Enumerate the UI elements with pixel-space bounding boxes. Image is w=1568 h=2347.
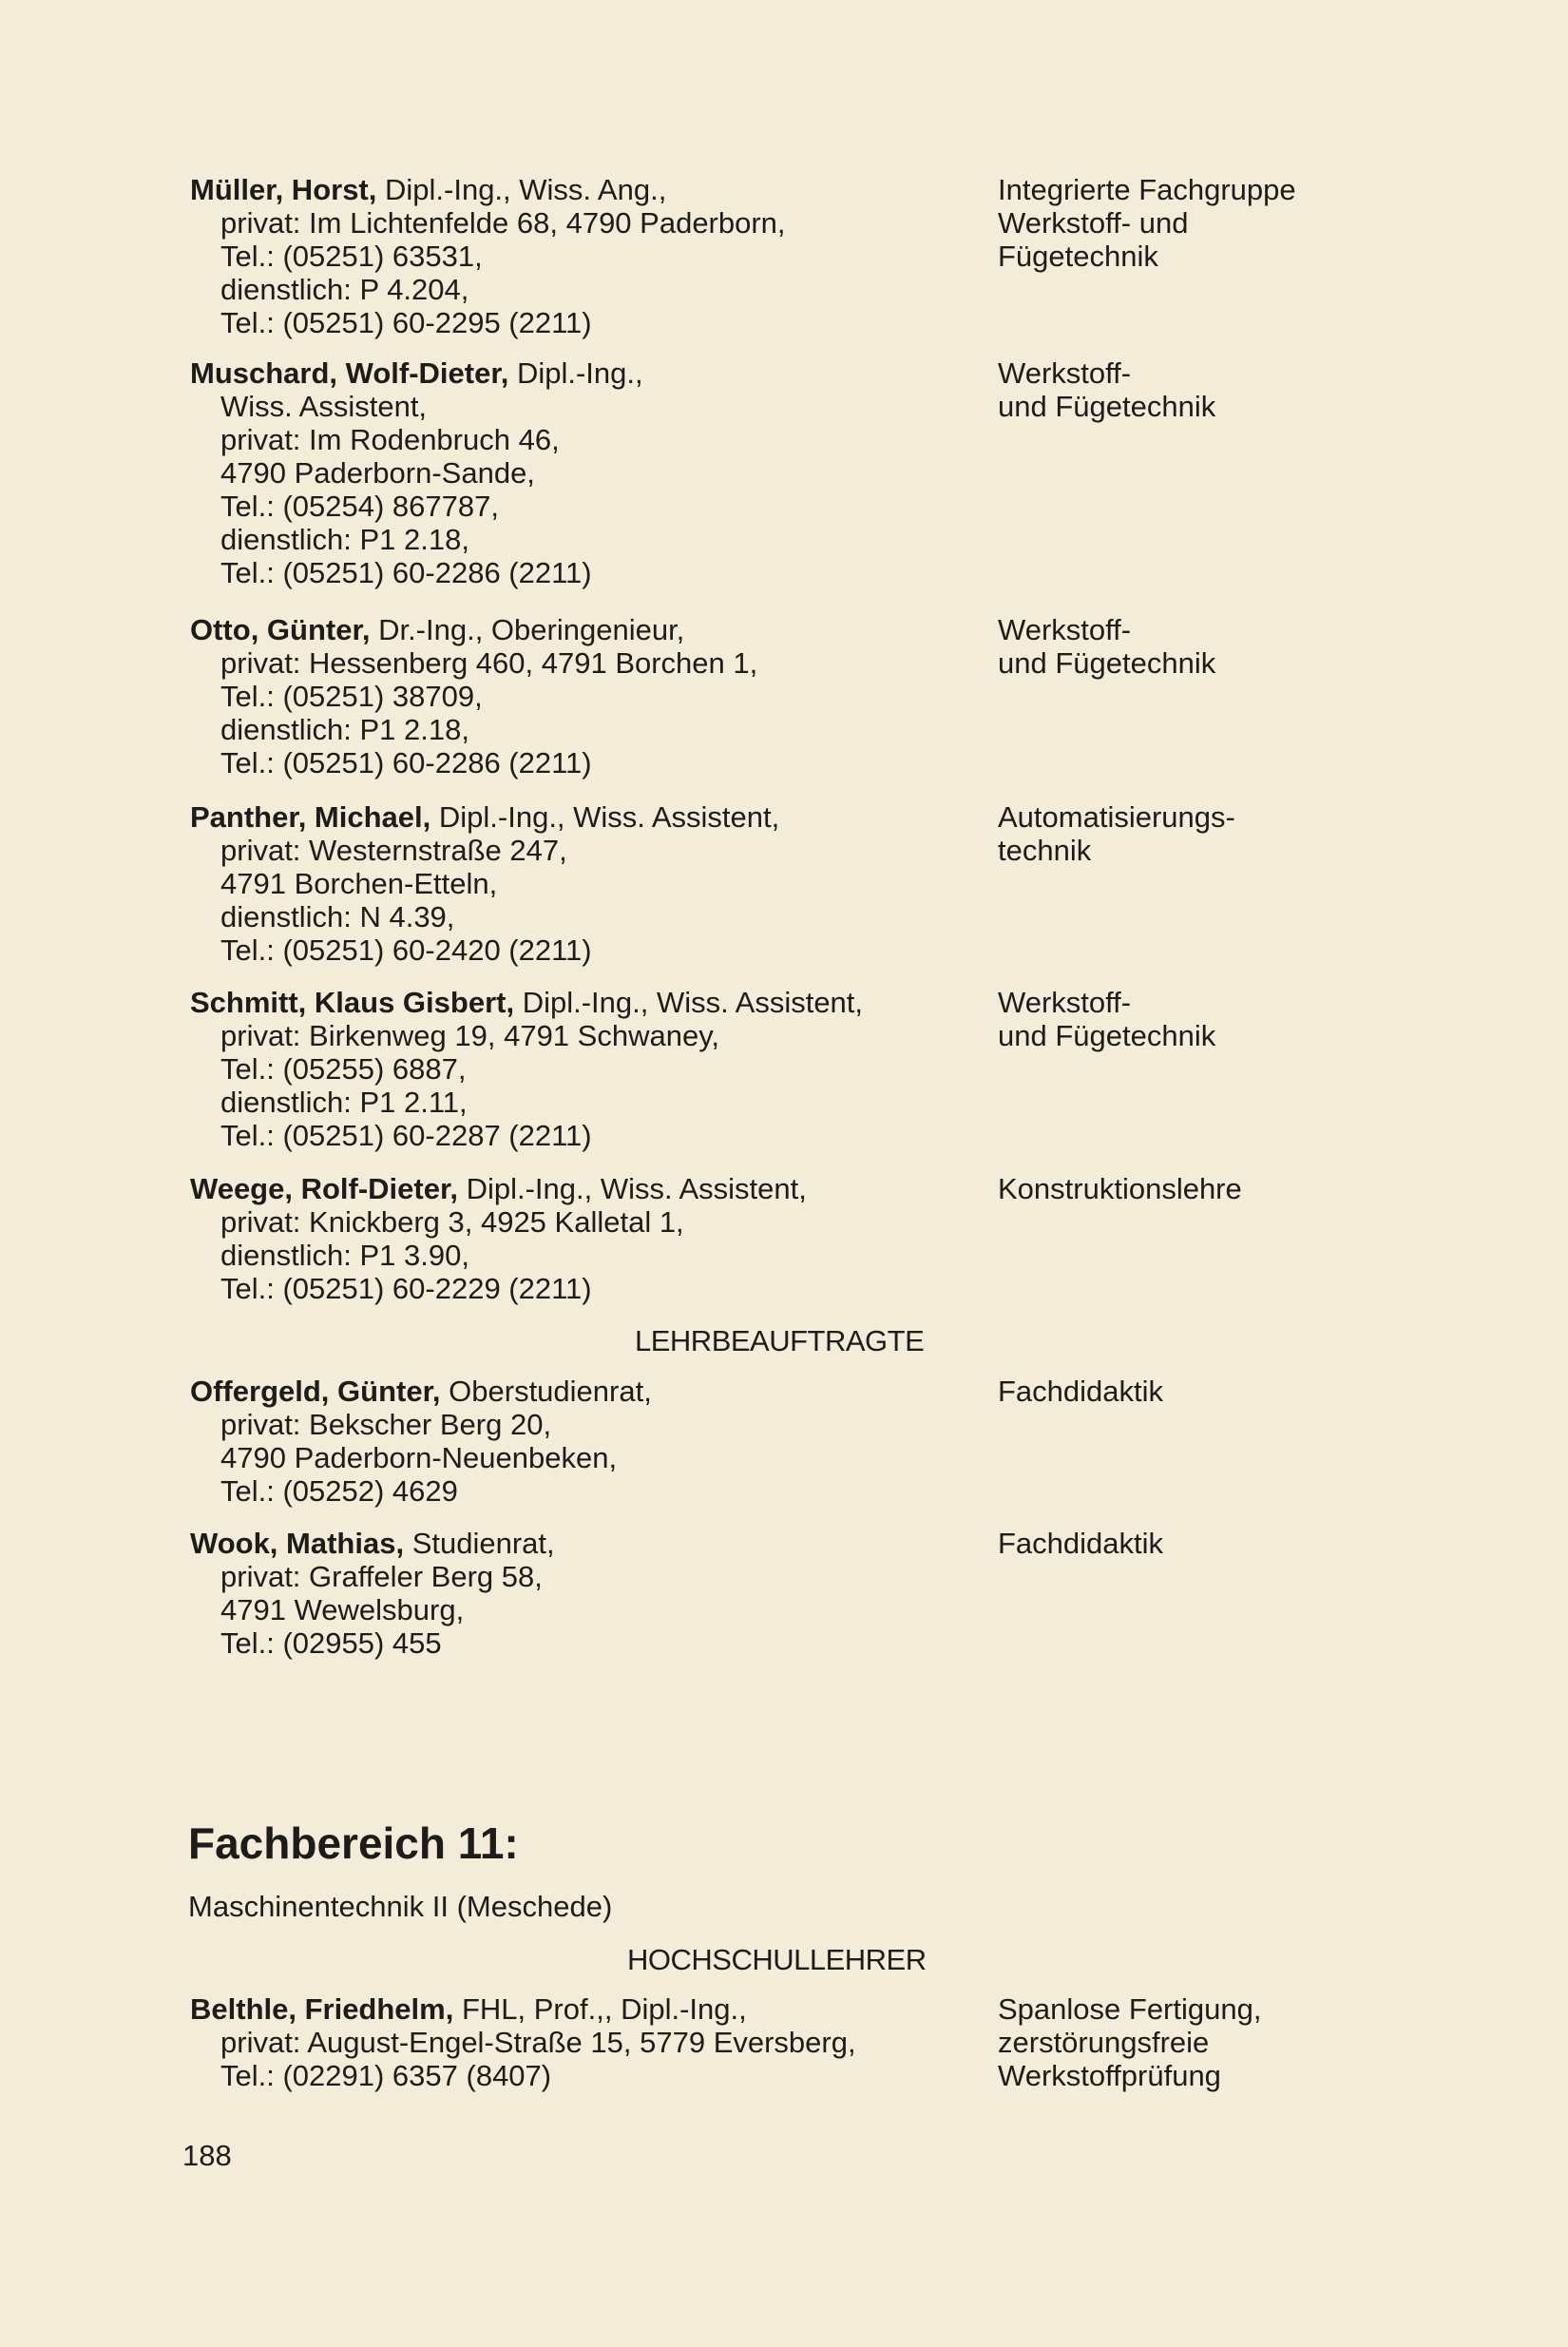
private-phone: Tel.: (05254) 867787,	[220, 490, 499, 523]
subject-area-line: Integrierte Fachgruppe	[998, 173, 1296, 206]
office-room: dienstlich: P1 2.11,	[220, 1086, 468, 1119]
office-phone: Tel.: (05251) 60-2287 (2211)	[220, 1119, 592, 1152]
office-room: dienstlich: P1 2.18,	[220, 713, 469, 746]
subject-area-line: Spanlose Fertigung,	[998, 1992, 1262, 2026]
section-heading-lehrbeauftragte: LEHRBEAUFTRAGTE	[635, 1324, 925, 1357]
subject-area-line: Werkstoffprüfung	[998, 2059, 1221, 2092]
person-name: Belthle, Friedhelm,	[190, 1992, 454, 2026]
office-phone: Tel.: (05251) 60-2229 (2211)	[220, 1272, 592, 1305]
subject-area-line: Werkstoff-	[998, 356, 1132, 390]
private-address: privat: Im Rodenbruch 46,	[220, 423, 560, 456]
subject-area	[998, 173, 1378, 273]
subject-area	[998, 800, 1378, 867]
private-address: privat: Westernstraße 247,	[220, 834, 567, 867]
office-phone: Tel.: (05251) 60-2286 (2211)	[220, 746, 592, 779]
person-title: Dipl.-Ing., Wiss. Assistent,	[438, 800, 780, 834]
person-details	[190, 1992, 969, 2092]
person-name: Weege, Rolf-Dieter,	[190, 1172, 458, 1205]
person-title: Dr.-Ing., Oberingenieur,	[378, 613, 685, 646]
fachbereich-subtitle: Maschinentechnik II (Meschede)	[188, 1890, 613, 1923]
office-room: dienstlich: P1 2.18,	[220, 523, 469, 556]
private-phone: Tel.: (05251) 38709,	[220, 680, 483, 713]
subject-area-line: und Fügetechnik	[998, 1019, 1216, 1052]
private-address: privat: Im Lichtenfelde 68, 4790 Paderborn,	[220, 206, 786, 240]
person-title: Dipl.-Ing., Wiss. Assistent,	[522, 986, 864, 1019]
private-address: 4790 Paderborn-Neuenbeken,	[220, 1441, 618, 1474]
person-details	[190, 986, 969, 1152]
person-title: FHL, Prof.,, Dipl.-Ing.,	[461, 1992, 747, 2026]
person-position: Wiss. Assistent,	[220, 390, 428, 423]
person-title: Dipl.-Ing., Wiss. Ang.,	[385, 173, 667, 206]
private-address: 4791 Wewelsburg,	[220, 1593, 465, 1626]
page-number: 188	[182, 2139, 232, 2172]
subject-area-line: Werkstoff-	[998, 613, 1132, 646]
person-details	[190, 800, 969, 967]
subject-area	[998, 613, 1378, 680]
office-phone: Tel.: (05251) 60-2295 (2211)	[220, 306, 592, 339]
person-name: Panther, Michael,	[190, 800, 431, 834]
person-details	[190, 613, 969, 779]
office-room: dienstlich: N 4.39,	[220, 900, 455, 933]
subject-area	[998, 1527, 1378, 1560]
private-phone: Tel.: (05255) 6887,	[220, 1052, 467, 1086]
private-phone: Tel.: (05252) 4629	[220, 1474, 458, 1508]
person-name: Otto, Günter,	[190, 613, 371, 646]
person-details	[190, 1375, 969, 1508]
person-name: Offergeld, Günter,	[190, 1375, 441, 1408]
private-address: 4790 Paderborn-Sande,	[220, 456, 535, 490]
private-address: privat: Hessenberg 460, 4791 Borchen 1,	[220, 646, 758, 680]
subject-area-line: zerstörungsfreie	[998, 2026, 1210, 2059]
private-address: privat: Birkenweg 19, 4791 Schwaney,	[220, 1019, 720, 1052]
person-title: Oberstudienrat,	[449, 1375, 652, 1408]
private-phone: Tel.: (05251) 63531,	[220, 240, 483, 273]
private-address: privat: Knickberg 3, 4925 Kalletal 1,	[220, 1205, 684, 1239]
subject-area-line: Fachdidaktik	[998, 1527, 1164, 1560]
subject-area-line: technik	[998, 834, 1092, 867]
fachbereich-title: Fachbereich 11:	[188, 1818, 519, 1868]
person-title: Dipl.-Ing., Wiss. Assistent,	[466, 1172, 807, 1205]
person-details	[190, 173, 969, 339]
subject-area-line: Werkstoff- und	[998, 206, 1189, 240]
office-phone: Tel.: (05251) 60-2286 (2211)	[220, 556, 592, 589]
subject-area	[998, 356, 1378, 423]
subject-area-line: und Fügetechnik	[998, 390, 1216, 423]
person-details	[190, 356, 969, 589]
person-title: Dipl.-Ing.,	[516, 356, 643, 390]
private-address: privat: Graffeler Berg 58,	[220, 1560, 543, 1593]
subject-area-line: Fachdidaktik	[998, 1375, 1164, 1408]
person-name: Müller, Horst,	[190, 173, 377, 206]
person-details	[190, 1527, 969, 1660]
subject-area	[998, 986, 1378, 1052]
office-room: dienstlich: P1 3.90,	[220, 1239, 469, 1272]
private-address: 4791 Borchen-Etteln,	[220, 867, 498, 900]
subject-area	[998, 1375, 1378, 1408]
office-room: dienstlich: P 4.204,	[220, 273, 469, 306]
person-name: Schmitt, Klaus Gisbert,	[190, 986, 515, 1019]
subject-area-line: Konstruktionslehre	[998, 1172, 1242, 1205]
subject-area	[998, 1992, 1378, 2092]
private-phone: Tel.: (02955) 455	[220, 1626, 442, 1660]
person-title: Studienrat,	[411, 1527, 555, 1560]
private-address: privat: Bekscher Berg 20,	[220, 1408, 552, 1441]
subject-area-line: Automatisierungs-	[998, 800, 1235, 834]
person-name: Muschard, Wolf-Dieter,	[190, 356, 509, 390]
subject-area-line: und Fügetechnik	[998, 646, 1216, 680]
section-heading-hochschullehrer: HOCHSCHULLEHRER	[627, 1943, 927, 1976]
person-name: Wook, Mathias,	[190, 1527, 405, 1560]
person-details	[190, 1172, 969, 1305]
office-phone: Tel.: (05251) 60-2420 (2211)	[220, 933, 592, 967]
subject-area-line: Werkstoff-	[998, 986, 1132, 1019]
private-address: privat: August-Engel-Straße 15, 5779 Eversberg,	[220, 2026, 856, 2059]
private-phone: Tel.: (02291) 6357 (8407)	[220, 2059, 552, 2092]
subject-area	[998, 1172, 1378, 1205]
subject-area-line: Fügetechnik	[998, 240, 1158, 273]
